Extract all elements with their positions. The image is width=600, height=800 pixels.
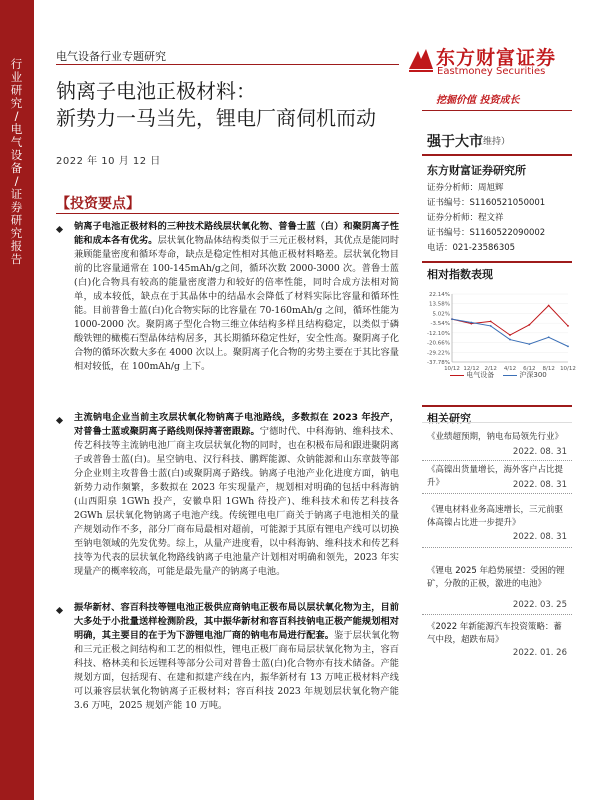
paragraph-body: 鉴于层状氧化物和三元正极之间结构和工艺的相似性，锂电正极厂商布局层状氧化物为主，容百科技、格林美和长远锂科等部分公司对普鲁士蓝(白)化合物亦有技术储备。产能规划方面，包括现有、在建和拟建产线在内，振华新材有 13 万吨正极材料产线可以兼容层状氧化物钠离子正极材料；容百科技 2023 年规划层状氧化物产能 3.6 万吨，2025 规划产能 10 万吨。: [74, 630, 400, 711]
related-separator: [422, 493, 572, 494]
related-item[interactable]: 《高镍出货量增长，海外客户占比提升》: [427, 465, 564, 488]
series-point: [490, 325, 492, 327]
legend-label-b: 沪深300: [519, 371, 547, 379]
related-item[interactable]: 《业绩超预期，钠电布局领先行业》: [427, 432, 564, 442]
chart-legend: [450, 370, 547, 380]
series-point: [567, 325, 569, 327]
y-tick-label: -12.10%: [427, 330, 450, 337]
series-point: [528, 324, 530, 326]
related-separator: [422, 614, 572, 615]
x-tick-label: 10/12: [560, 366, 576, 372]
related-item[interactable]: 《锂电 2025 年趋势展望：受困的锂矿，分散的正极，激进的电池》: [427, 566, 565, 589]
x-tick-label: 8/12: [542, 366, 555, 372]
index-perf-title: 相对指数表现: [427, 268, 493, 281]
paragraph-lead: 钠离子电池正极材料的三种技术路线层状氧化物、普鲁士蓝（白）和聚阴离子性能和成本各有优劣。: [74, 221, 399, 246]
logo-mark-icon: [406, 45, 436, 75]
summary-paragraph: [74, 411, 399, 579]
summary-paragraph: [74, 220, 399, 374]
report-date: 2022 年 10 月 12 日: [56, 156, 161, 167]
related-item[interactable]: 《锂电材料业务高速增长，三元前驱体高镍占比进一步提升》: [427, 505, 564, 528]
legend-swatch-a: [450, 375, 464, 376]
brand-name-en: Eastmoney Securities: [437, 66, 546, 77]
rating-main: 强于大市: [427, 134, 483, 150]
main-divider: [56, 213, 399, 214]
related-separator: [422, 547, 572, 548]
series-point: [528, 343, 530, 345]
summary-paragraph: [74, 601, 399, 713]
series-point: [490, 320, 492, 322]
bullet-icon: [56, 607, 63, 614]
series-point: [509, 334, 511, 336]
x-tick-label: 12/12: [463, 366, 480, 372]
related-separator: [422, 460, 572, 461]
title-line-1: 钠离子电池正极材料：: [56, 79, 256, 103]
related-item[interactable]: 《2022 年新能源汽车投资策略：蓄气中段，超跌布局》: [427, 622, 562, 645]
series-point: [451, 318, 453, 320]
y-tick-label: -29.22%: [427, 350, 450, 357]
related-date: 2022. 08. 31: [512, 480, 567, 490]
y-tick-label: 13.58%: [429, 301, 450, 308]
index-divider: [422, 261, 572, 263]
institute-name: 东方财富证券研究所: [427, 164, 526, 177]
right-divider: [422, 110, 572, 111]
related-date: 2022. 03. 25: [512, 600, 567, 610]
related-date: 2022. 08. 31: [512, 532, 567, 542]
report-type: 电气设备行业专题研究: [56, 50, 166, 63]
series-point: [548, 305, 550, 307]
y-tick-label: -37.78%: [427, 360, 450, 366]
legend-label-a: 电气设备: [466, 371, 495, 379]
bullet-icon: [56, 226, 63, 233]
paragraph-body: 层状氧化物晶体结构类似于三元正极材料，其优点是能同时兼顾能量密度和循环寿命，缺点是稳定性相对其他正极材料略差。层状氧化物目前的比容量通常在 100-145mAh/g之间，循环次数 2000-3000 次。普鲁士蓝(白)化合物具有较高的能量密度潜力和较好的倍率性能，同时合成方法相对简单，成本较低，缺点在于其晶体中的结晶水会降低了材料实际比容量和循环性能。目前普鲁士蓝(白)化合物实际的比容量在 70-160mAh/g 之间，循环性能为 1000-2000 次。聚阴离子型化合物三维立体结构多样且结构稳定，以类似于磷酸铁锂的橄榄石型晶体结构居多，其长期循环稳定性好，安全性高。聚阴离子化合物的循环次数大多在 4000 次以上。聚阴离子化合物的劣势主要在于其比容量相对较低，在 100mAh/g 上下。: [74, 235, 400, 372]
series-point: [548, 336, 550, 338]
paragraph-body: 宁德时代、中科海钠、维科技术、传艺科技等主流钠电池厂商主攻层状氧化物的同时，也在积极布局和跟进聚阴离子或普鲁士蓝(白)。星空钠电、汉行科技、鹏辉能源、众钠能源和山东章鼓等部分企业则主攻普鲁士蓝(白)或聚阴离子路线。钠离子电池产业化进度方面，钠电新势力动作频繁，多数拟在 2023 年实现量产，规划相对明确的包括中科海钠(山西阳泉 1GWh 投产，安徽阜阳 1GWh 待投产)、维科技术和传艺科技各 2GWh 层状氧化物钠离子电池产线。传统锂电电厂商关于钠离子电池相关的量产规划动作不多，部分厂商布局最相对超前，可能源于其原有锂电产线可以切换至钠电领域的先发优势。综上，从量产进度看，以中科海钠、维科技术和传艺科技等为代表的层状氧化物路线钠离子电池量产计划相对明确和领先，2023 年实现量产的概率较高，可能是最先量产的钠离子电池。: [74, 426, 400, 577]
related-date: 2022. 01. 26: [512, 648, 567, 658]
series-point: [567, 345, 569, 347]
y-tick-label: -3.54%: [430, 321, 450, 328]
phone-line: 电话：021-23586305: [427, 243, 516, 253]
rating-divider: [422, 154, 572, 156]
sidebar-category-text: 行业研究 / 电气设备 / 证券研究报告: [10, 57, 24, 266]
related-divider: [422, 405, 572, 407]
analyst-cert-line: 证书编号：S1160521050001: [427, 198, 546, 208]
investment-points-heading: 【投资要点】: [56, 196, 140, 212]
x-tick-label: 10/12: [444, 366, 460, 372]
x-tick-label: 2/12: [484, 366, 497, 372]
x-tick-label: 4/12: [503, 366, 517, 372]
y-tick-label: 22.14%: [429, 292, 450, 298]
related-date: 2022. 08. 31: [512, 447, 567, 457]
rating-sub: （维持）: [474, 137, 511, 147]
series-point: [509, 339, 511, 341]
brand-name-cn: 东方财富证券: [436, 47, 557, 69]
report-title: [56, 78, 376, 132]
brand-logo: [406, 43, 556, 83]
header-divider: [56, 64, 399, 65]
paragraph-lead: 振华新材、容百科技等锂电池正极供应商钠电正极布局以层状氧化物为主，目前大多处于小批量送样检测阶段，其中振华新材和容百科技钠电正极产能规划相对明确，其主要目的在于为下游锂电池厂商的钠电布局进行配套。: [74, 602, 399, 641]
y-tick-label: 5.02%: [432, 311, 450, 318]
related-title: 相关研究: [427, 412, 471, 425]
analyst-line: 证券分析师：周旭辉: [427, 183, 504, 193]
left-sidebar: [0, 0, 34, 800]
brand-slogan: 挖掘价值 投资成长: [436, 95, 520, 106]
y-tick-label: -20.66%: [427, 340, 450, 347]
bullet-icon: [56, 417, 63, 424]
series-point: [470, 322, 472, 324]
series-line-electrical-equipment: [452, 306, 568, 336]
analyst-cert-line: 证书编号：S1160522090002: [427, 228, 546, 238]
analyst-line: 证券分析师：程文祥: [427, 213, 504, 223]
legend-swatch-b: [503, 375, 517, 376]
title-line-2: 新势力一马当先，锂电厂商伺机而动: [56, 106, 376, 130]
paragraph-lead: 主流钠电企业当前主攻层状氧化物钠离子电池路线，多数拟在 2023 年投产，对普鲁士蓝或聚阴离子路线则保持著密跟踪。: [74, 412, 399, 437]
x-tick-label: 6/12: [523, 366, 536, 372]
